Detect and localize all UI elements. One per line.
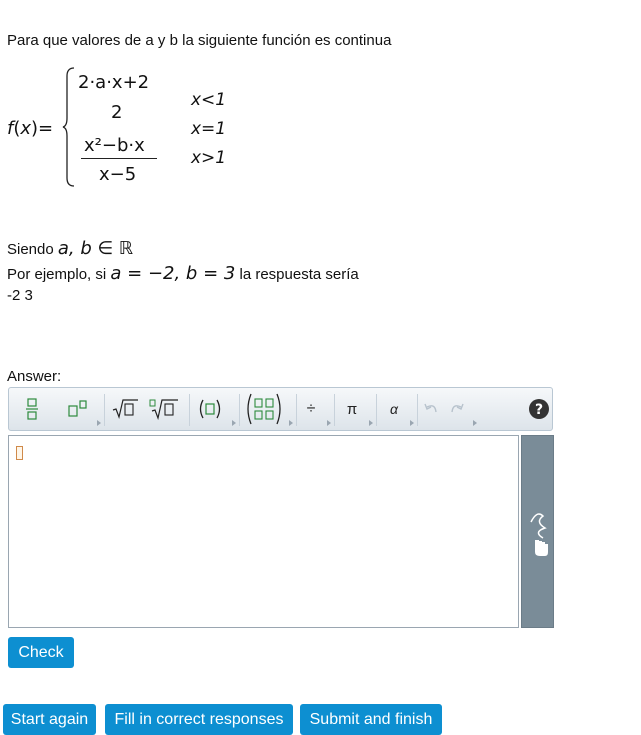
siendo-math: a, b ∈ ℝ <box>57 238 134 259</box>
sqrt-icon[interactable] <box>111 396 139 422</box>
example-answer: -2 3 <box>7 287 33 304</box>
example-math: a = −2, b = 3 <box>110 263 236 284</box>
cursor-placeholder-icon <box>16 446 23 460</box>
division-icon[interactable]: ÷ <box>306 400 316 417</box>
siendo-label: Siendo <box>7 241 54 258</box>
case3-denominator: x−5 <box>99 164 137 185</box>
submit-and-finish-button[interactable]: Submit and finish <box>300 704 442 735</box>
case3-condition: x>1 <box>191 148 227 168</box>
siendo-line <box>7 238 133 259</box>
math-toolbar <box>8 387 553 431</box>
matrix-icon[interactable] <box>244 392 284 426</box>
example-line <box>7 263 359 284</box>
case3-numerator: x²−b·x <box>84 135 145 156</box>
case1-expression: 2·a·x+2 <box>78 72 150 93</box>
alpha-icon[interactable]: α <box>390 401 398 417</box>
example-prefix: Por ejemplo, si <box>7 266 107 283</box>
handwriting-icon[interactable] <box>527 508 551 558</box>
handwriting-panel[interactable] <box>521 435 554 628</box>
fraction-bar <box>81 158 157 159</box>
start-again-button[interactable]: Start again <box>3 704 96 735</box>
example-suffix: la respuesta sería <box>239 266 359 283</box>
function-name: f(x)= <box>7 118 54 139</box>
case2-expression: 2 <box>111 102 123 123</box>
fraction-icon[interactable] <box>21 396 43 422</box>
case1-condition: x<1 <box>191 90 227 110</box>
answer-label: Answer: <box>7 368 62 385</box>
fill-in-correct-responses-button[interactable]: Fill in correct responses <box>105 704 293 735</box>
nth-root-icon[interactable] <box>149 396 179 422</box>
undo-icon[interactable] <box>421 396 441 422</box>
help-icon[interactable] <box>528 396 550 422</box>
case2-condition: x=1 <box>191 119 227 139</box>
check-button[interactable]: Check <box>8 637 74 668</box>
pi-icon[interactable]: π <box>346 400 358 418</box>
svg-text:?: ? <box>534 402 544 418</box>
redo-icon[interactable] <box>447 396 467 422</box>
left-brace-icon <box>62 66 76 188</box>
parentheses-icon[interactable] <box>196 396 224 422</box>
superscript-icon[interactable] <box>65 396 91 422</box>
question-prompt: Para que valores de a y b la siguiente función es continua <box>7 32 392 49</box>
answer-input[interactable] <box>8 435 519 628</box>
